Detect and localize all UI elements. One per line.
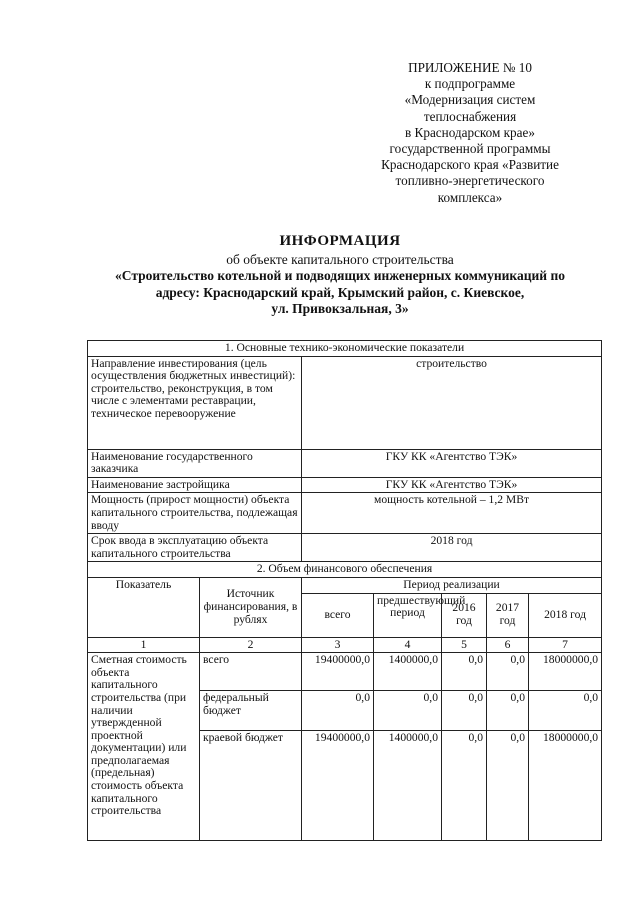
object-name-line: адресу: Краснодарский край, Крымский район, с. Киевское, xyxy=(155,284,525,300)
table-row xyxy=(88,493,602,534)
annex-line: в Краснодарском крае» xyxy=(405,124,535,140)
column-header-row xyxy=(88,577,602,593)
table-row xyxy=(88,534,602,562)
value-cell: 0,0 xyxy=(442,653,487,691)
row-value: мощность котельной – 1,2 МВт xyxy=(302,493,602,534)
annex-line: государственной программы xyxy=(389,141,551,157)
row-value: 2018 год xyxy=(302,534,602,562)
value-cell: 1400000,0 xyxy=(374,653,442,691)
value-cell: 18000000,0 xyxy=(529,731,602,841)
value-cell: 0,0 xyxy=(487,653,529,691)
value-cell: 0,0 xyxy=(529,691,602,731)
col-2016-header: 2016 год xyxy=(442,593,487,637)
section2-header: 2. Объем финансового обеспечения xyxy=(88,562,602,578)
period-header: Период реализации xyxy=(302,577,602,593)
column-number: 6 xyxy=(487,637,529,653)
info-table xyxy=(87,340,602,841)
annex-line: ПРИЛОЖЕНИЕ № 10 xyxy=(408,60,532,75)
row-label: Наименование застройщика xyxy=(88,477,302,493)
table-row xyxy=(88,477,602,493)
source-cell: федеральный бюджет xyxy=(200,691,302,731)
column-number: 2 xyxy=(200,637,302,653)
col-indicator-header: Показатель xyxy=(88,577,200,637)
row-value: ГКУ КК «Агентство ТЭК» xyxy=(302,449,602,477)
annex-line: теплоснабжения xyxy=(423,108,517,124)
indicator-cell: Сметная стоимость объекта капитального строительства (при наличии утвержденной проектной документации) или предполагаемая (предельная) стоимость объекта капитального строительства xyxy=(88,653,200,841)
value-cell: 19400000,0 xyxy=(302,653,374,691)
value-cell: 0,0 xyxy=(487,691,529,731)
row-value: ГКУ КК «Агентство ТЭК» xyxy=(302,477,602,493)
section2-header-row xyxy=(88,562,602,578)
table-row xyxy=(88,449,602,477)
col-2018-header: 2018 год xyxy=(529,593,602,637)
col-total-header: всего xyxy=(302,593,374,637)
col-source-header: Источник финансирования, в рублях xyxy=(200,577,302,637)
value-cell: 0,0 xyxy=(487,731,529,841)
value-cell: 18000000,0 xyxy=(529,653,602,691)
column-number: 4 xyxy=(374,637,442,653)
object-name-line: «Строительство котельной и подводящих инженерных коммуникаций по xyxy=(115,268,565,283)
annex-line: комплекса» xyxy=(437,189,503,205)
column-number: 7 xyxy=(529,637,602,653)
document-title xyxy=(80,232,600,318)
col-2017-header: 2017 год xyxy=(487,593,529,637)
object-name-line: ул. Привокзальная, 3» xyxy=(271,301,409,316)
source-cell: всего xyxy=(200,653,302,691)
column-number-row xyxy=(88,637,602,653)
annex-line: «Модернизация систем xyxy=(404,92,536,108)
row-label: Мощность (прирост мощности) объекта капитального строительства, подлежащая вводу xyxy=(88,493,302,534)
title-subheading: об объекте капитального строительства xyxy=(226,252,454,267)
source-cell: краевой бюджет xyxy=(200,731,302,841)
column-number: 5 xyxy=(442,637,487,653)
table-row xyxy=(88,356,602,449)
annex-line: топливно-энергетического xyxy=(395,173,545,189)
value-cell: 19400000,0 xyxy=(302,731,374,841)
value-cell: 0,0 xyxy=(302,691,374,731)
section1-header-row xyxy=(88,341,602,357)
value-cell: 0,0 xyxy=(442,731,487,841)
row-value: строительство xyxy=(302,356,602,449)
object-name xyxy=(80,268,600,318)
title-heading: ИНФОРМАЦИЯ xyxy=(279,233,401,249)
value-cell: 0,0 xyxy=(374,691,442,731)
row-label: Наименование государственного заказчика xyxy=(88,449,302,477)
value-cell: 0,0 xyxy=(442,691,487,731)
section1-header: 1. Основные технико-экономические показатели xyxy=(88,341,602,357)
value-cell: 1400000,0 xyxy=(374,731,442,841)
row-label: Срок ввода в эксплуатацию объекта капитального строительства xyxy=(88,534,302,562)
annex-block xyxy=(352,60,588,206)
column-number: 3 xyxy=(302,637,374,653)
column-number: 1 xyxy=(88,637,200,653)
annex-line: Краснодарского края «Развитие xyxy=(381,157,559,173)
row-label: Направление инвестирования (цель осуществления бюджетных инвестиций): строительство, реконструкция, в том числе с элементами реставрации, техническое перевооружение xyxy=(88,356,302,449)
table-row xyxy=(88,653,602,691)
col-prior-header: предшествующий период xyxy=(374,593,442,637)
annex-line: к подпрограмме xyxy=(424,76,516,92)
